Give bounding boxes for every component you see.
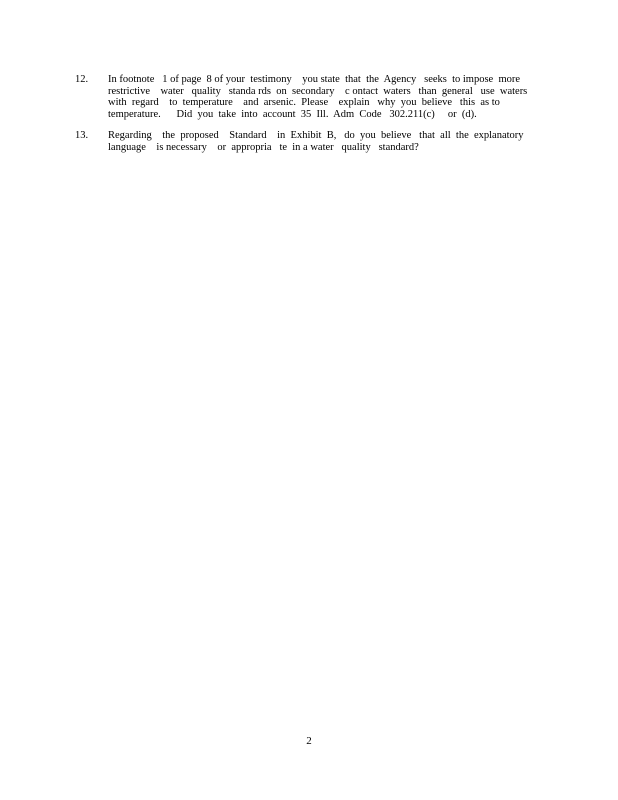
question-number: 12. xyxy=(75,74,89,85)
question-line: restrictive water quality standa rds on secondary c ontact waters than general use waters xyxy=(108,85,528,97)
question-line: with regard to temperature and arsenic. Please explain why you believe this as to xyxy=(108,97,500,108)
question-line: language is necessary or appropria te in a water quality standard? xyxy=(108,141,419,153)
question-number: 13. xyxy=(75,130,89,141)
question-line: temperature. Did you take into account 35 Ill. Adm Code 302.211(c) or (d). xyxy=(108,108,477,120)
page-number: 2 xyxy=(306,735,312,747)
question-line: In footnote 1 of page 8 of your testimony you state that the Agency seeks to impose more xyxy=(108,74,521,85)
question-text xyxy=(108,130,548,153)
question-text xyxy=(108,74,548,120)
question-line: Regarding the proposed Standard in Exhibit B, do you believe that all the explanatory xyxy=(108,130,524,141)
